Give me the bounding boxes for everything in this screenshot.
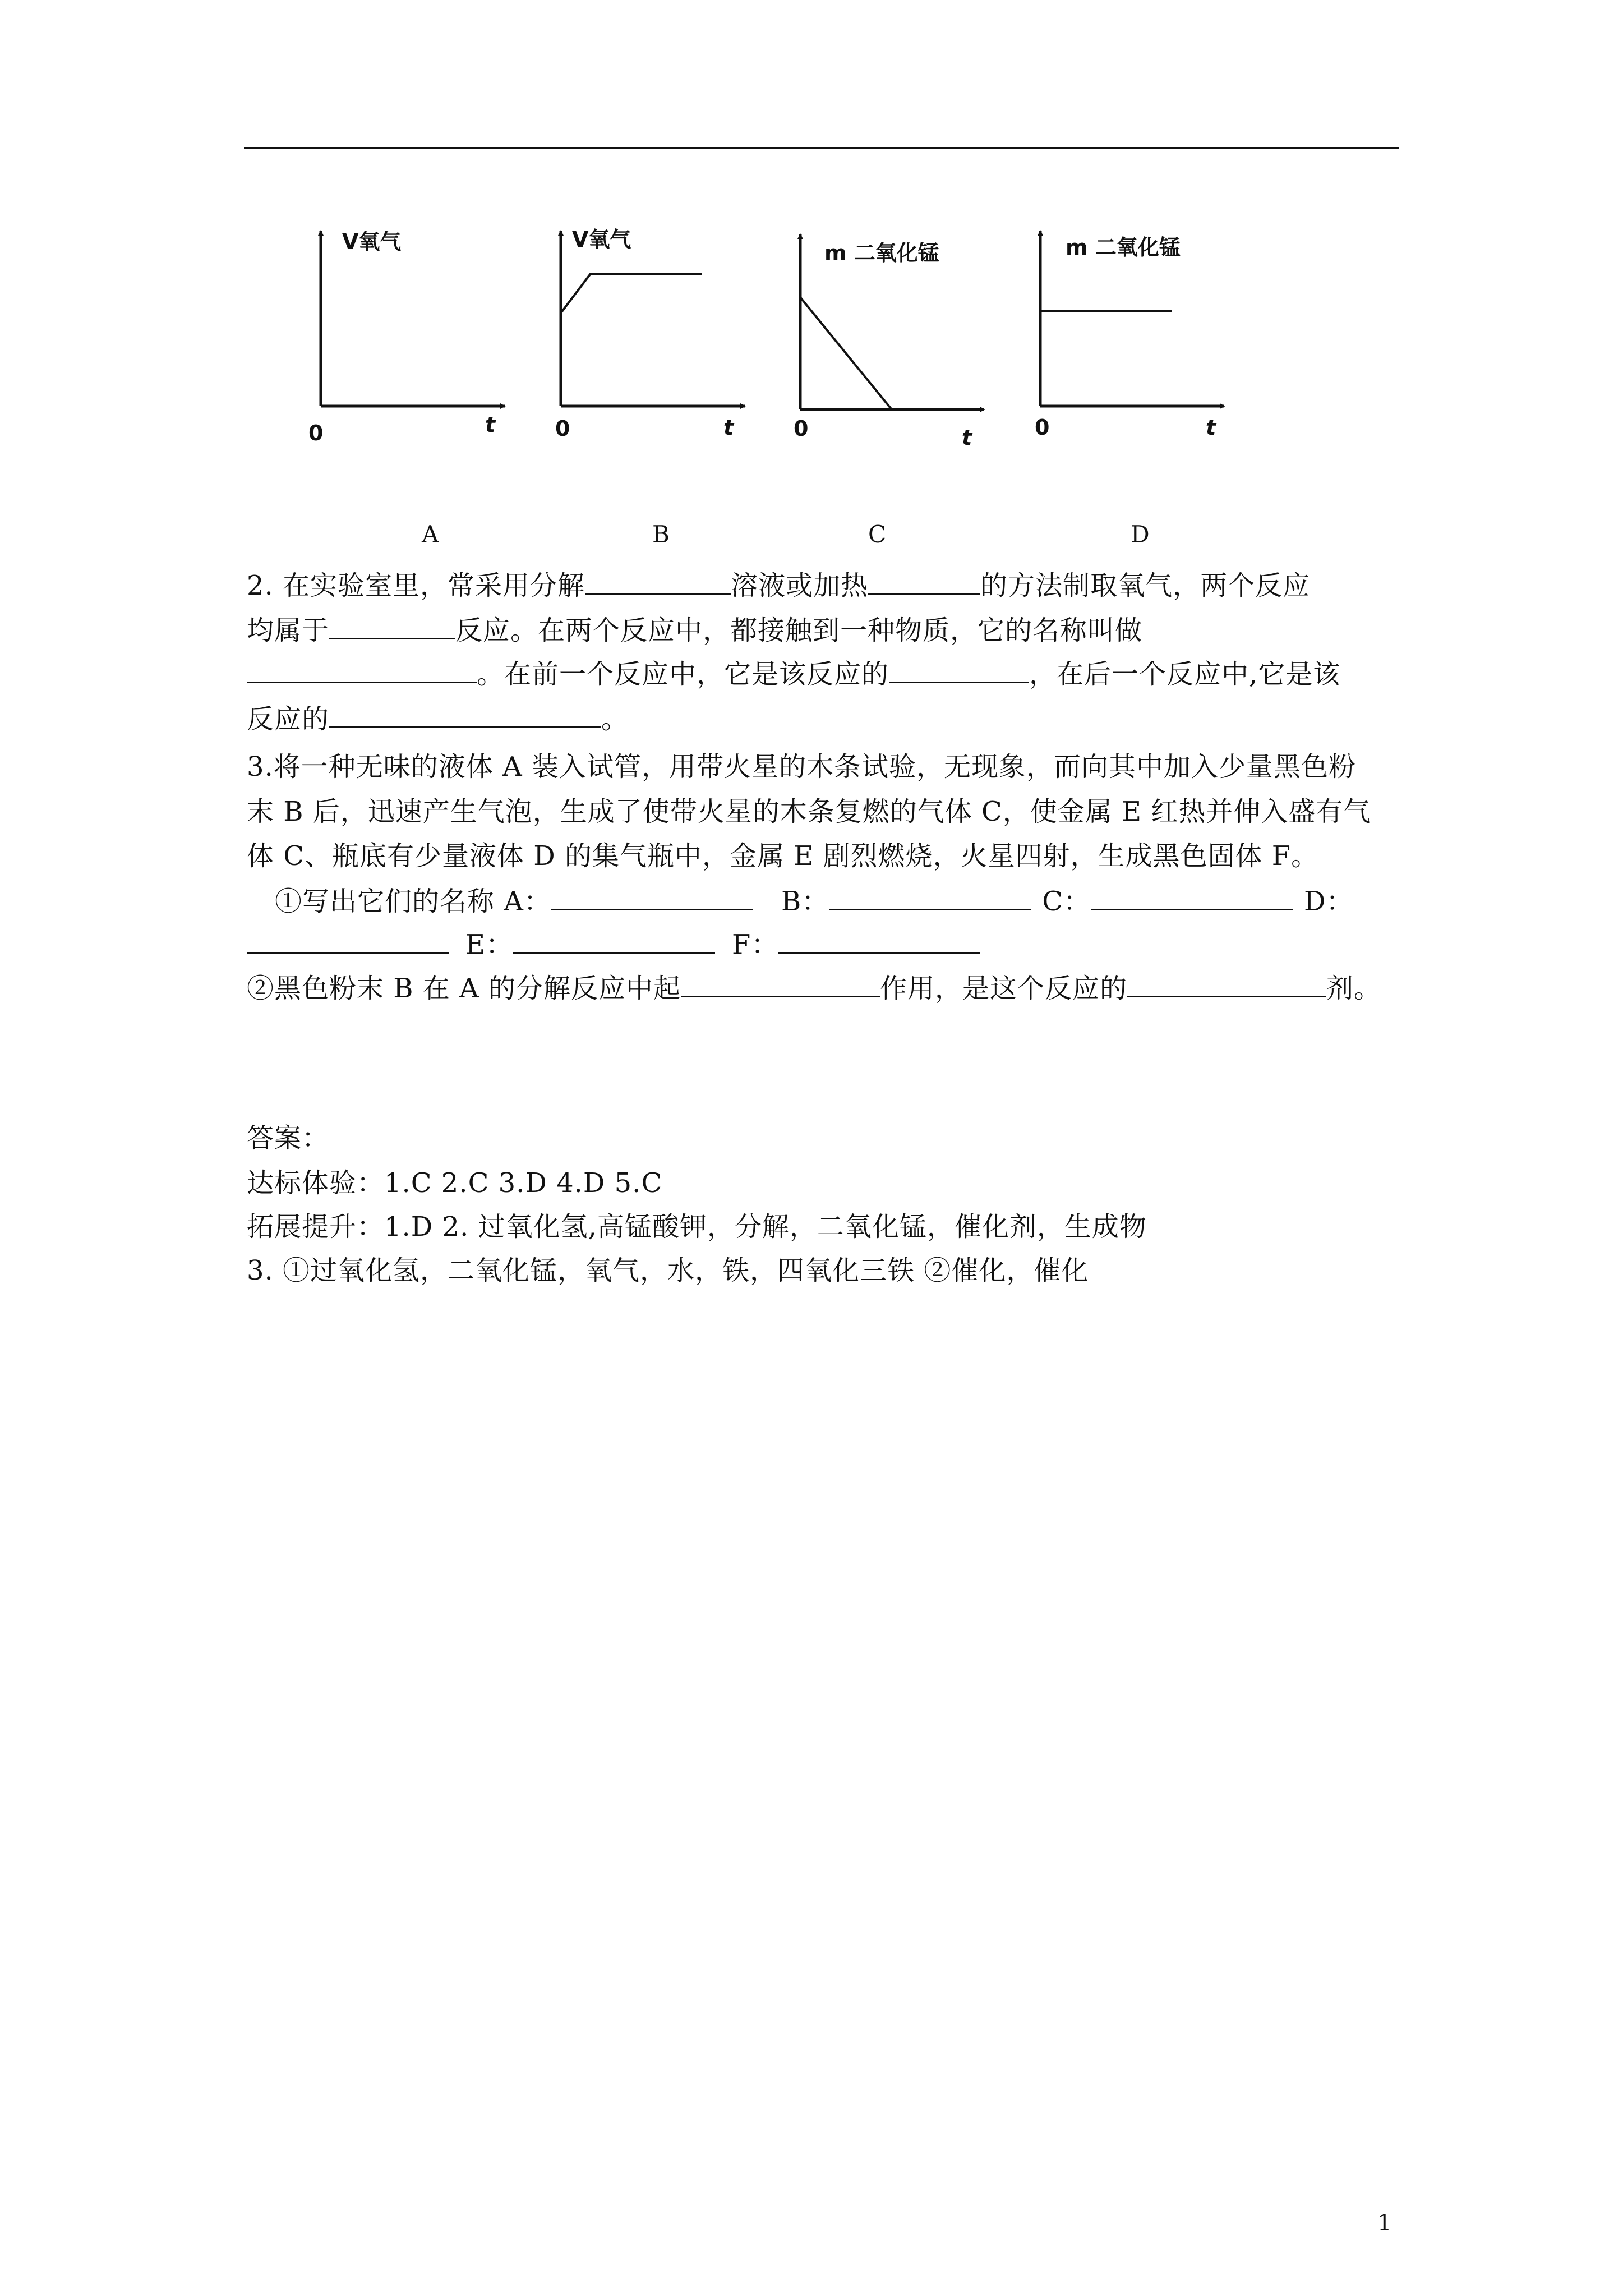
q2-text: 。在前一个反应中，它是该反应的 (477, 659, 889, 690)
q2-text: 。 (601, 703, 629, 735)
graph-c-y-label: m 二氧化锰 (824, 241, 939, 265)
q2-text: ，在后一个反应中,它是该 (1029, 659, 1341, 690)
q3-text: D： (1303, 886, 1354, 917)
q3-text: F： (732, 929, 779, 960)
choice-letter-b: B (652, 521, 670, 548)
q2-blank-2[interactable] (868, 570, 980, 595)
q2-text: 反应。在两个反应中，都接触到一种物质，它的名称叫做 (455, 615, 1143, 646)
answers-line-2: 拓展提升：1.D 2. 过氧化氢,高锰酸钾，分解，二氧化锰，催化剂，生成物 (247, 1211, 1147, 1243)
q3-text: E： (465, 929, 514, 960)
graph-b-x-label: t (723, 415, 734, 440)
blank-b[interactable] (829, 886, 1031, 910)
blank-role[interactable] (681, 973, 880, 997)
q2-text: 反应的 (247, 703, 330, 735)
choice-letter-c: C (868, 521, 887, 548)
q2-line-3 (247, 652, 1340, 691)
q3-text: ②黑色粉末 B 在 A 的分解反应中起 (247, 973, 681, 1004)
q2-text: 2. 在实验室里，常采用分解 (247, 570, 585, 601)
q3-line-1: 3.将一种无味的液体 A 装入试管，用带火星的木条试验，无现象，而向其中加入少量黑色粉 (247, 751, 1356, 783)
q3-text: ①写出它们的名称 A： (275, 886, 551, 917)
graph-d-origin: 0 (1035, 415, 1050, 440)
q3-line-2: 末 B 后，迅速产生气泡，生成了使带火星的木条复燃的气体 C，使金属 E 红热并伸入盛有气 (247, 796, 1371, 827)
q2-blank-4[interactable] (247, 659, 477, 683)
graph-c-curve (800, 297, 892, 409)
graph-a-origin: 0 (308, 421, 324, 445)
blank-f[interactable] (778, 930, 980, 954)
q2-blank-3[interactable] (329, 615, 455, 639)
q2-text: 均属于 (247, 615, 330, 646)
graph-d-x-label: t (1206, 415, 1216, 440)
q3-text: 作用，是这个反应的 (879, 973, 1127, 1004)
choice-letter-d: D (1131, 521, 1150, 548)
q2-text: 的方法制取氧气，两个反应 (980, 570, 1311, 601)
graph-a (321, 231, 505, 406)
blank-c[interactable] (1091, 886, 1293, 910)
graph-c-x-label: t (962, 425, 972, 450)
graph-figure (303, 213, 1312, 460)
page-number: 1 (1377, 2210, 1392, 2236)
q3-line-3: 体 C、瓶底有少量液体 D 的集气瓶中，金属 E 剧烈燃烧，火星四射，生成黑色固体 F。 (247, 840, 1319, 872)
q2-line-2 (247, 609, 1142, 647)
q3-part-2 (247, 967, 1381, 1005)
choice-letter-a: A (422, 521, 439, 548)
graph-d-y-label: m 二氧化锰 (1066, 235, 1181, 260)
graph-b-y-label: V氧气 (572, 227, 631, 252)
q3-text: C： (1042, 886, 1091, 917)
q3-names-line-1 (247, 880, 1353, 918)
graph-c-origin: 0 (794, 416, 809, 441)
blank-agent[interactable] (1127, 973, 1326, 997)
q2-blank-1[interactable] (585, 570, 731, 595)
q3-names-line-2 (247, 923, 980, 961)
q3-text: B： (781, 886, 829, 917)
blank-d[interactable] (247, 930, 449, 954)
q2-line-4 (247, 697, 629, 736)
header-rule (244, 147, 1399, 149)
graph-b (561, 231, 745, 406)
q3-text: 剂。 (1326, 973, 1382, 1004)
q2-blank-5[interactable] (889, 659, 1029, 683)
q2-text: 溶液或加热 (731, 570, 869, 601)
graph-b-origin: 0 (555, 416, 570, 441)
q2-blank-6[interactable] (329, 704, 601, 728)
graph-b-curve (561, 274, 702, 313)
blank-e[interactable] (513, 930, 715, 954)
answers-line-3: 3. ①过氧化氢，二氧化锰，氧气，水，铁，四氧化三铁 ②催化，催化 (247, 1255, 1089, 1286)
graph-a-y-label: V氧气 (342, 229, 402, 254)
answers-heading: 答案： (247, 1122, 330, 1154)
blank-a[interactable] (551, 886, 753, 910)
q2-line-1 (247, 564, 1310, 602)
graph-a-x-label: t (485, 412, 496, 437)
answers-line-1: 达标体验：1.C 2.C 3.D 4.D 5.C (247, 1167, 663, 1199)
